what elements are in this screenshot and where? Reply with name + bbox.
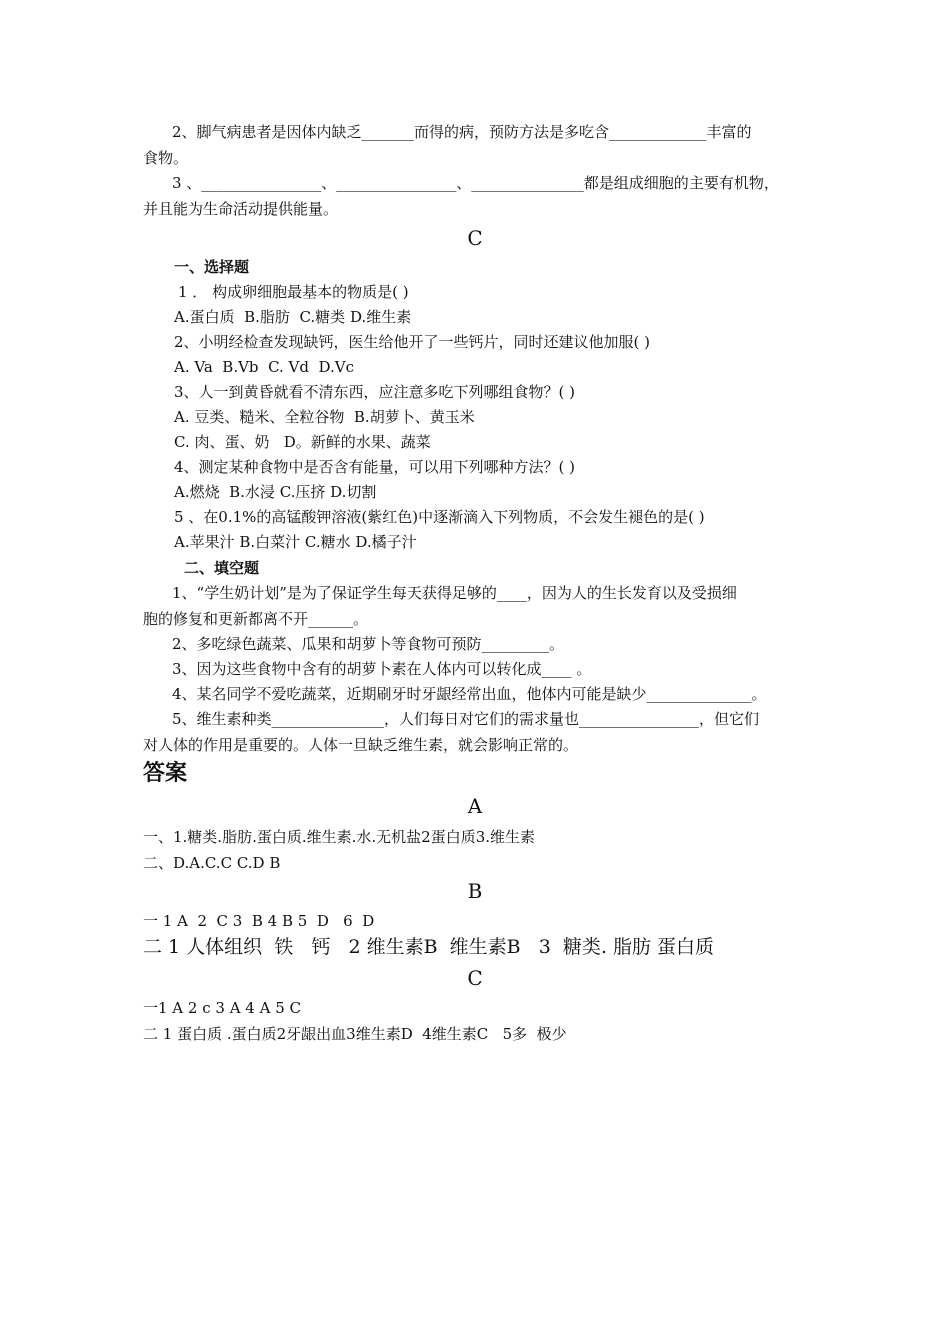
fill-line: 4、某名同学不爱吃蔬菜，近期刷牙时牙龈经常出血，他体内可能是缺少______________。 — [172, 685, 767, 703]
choice-line: A.苹果汁 B.白菜汁 C.糖水 D.橘子汁 — [174, 533, 417, 551]
answer-b-line-1: 一 1 A 2 C 3 B 4 B 5 D 6 D — [143, 912, 375, 930]
choice-line: A. 豆类、糙米、全粒谷物 B.胡萝卜、黄玉米 — [174, 408, 475, 426]
fill-line: 对人体的作用是重要的。人体一旦缺乏维生素，就会影响正常的。 — [143, 736, 579, 754]
answer-c-heading: C — [467, 966, 483, 990]
answers-title: 答案 — [143, 761, 188, 786]
fill-line: 胞的修复和更新都离不开______。 — [143, 610, 369, 628]
choice-line: 3、人一到黄昏就看不清东西，应注意多吃下列哪组食物？( ) — [174, 383, 576, 401]
choice-line: A. Va B.Vb C. Vd D.Vc — [174, 358, 355, 376]
section-c-heading: C — [467, 226, 483, 250]
answer-a-heading: A — [467, 794, 483, 818]
choice-section-title: 一、选择题 — [174, 258, 250, 276]
answer-a-line-2: 二、D.A.C.C C.D B — [143, 854, 281, 872]
answer-b-line-2: 二 1 人体组织 铁 钙 2 维生素B 维生素B 3 糖类. 脂肪 蛋白质 — [143, 936, 715, 958]
choice-line: A.蛋白质 B.脂肪 C.糖类 D.维生素 — [174, 308, 412, 326]
fill-line: 1、“学生奶计划”是为了保证学生每天获得足够的____，因为人的生长发育以及受损细 — [172, 584, 737, 602]
fill-line: 3、因为这些食物中含有的胡萝卜素在人体内可以转化成____ 。 — [172, 660, 592, 678]
choice-line: C. 肉、蛋、奶 D。新鲜的水果、蔬菜 — [174, 433, 431, 451]
choice-line: 5 、在0.1%的高锰酸钾溶液(紫红色)中逐渐滴入下列物质，不会发生褪色的是( ) — [174, 508, 705, 526]
fill-question-3: 3 、________________、________________、_______________都是组成细胞的主要有机物， — [172, 174, 779, 192]
answer-c-line-2: 二 1 蛋白质 .蛋白质2牙龈出血3维生素D 4维生素C 5多 极少 — [143, 1025, 567, 1043]
fill-question-2: 2、脚气病患者是因体内缺乏_______而得的病，预防方法是多吃含_____________丰富的 — [172, 123, 752, 141]
fill-line: 2、多吃绿色蔬菜、瓜果和胡萝卜等食物可预防_________。 — [172, 635, 565, 653]
fill-question-3-cont: 并且能为生命活动提供能量。 — [143, 200, 339, 218]
fill-question-2-cont: 食物。 — [143, 149, 189, 167]
fill-line: 5、维生素种类_______________，人们每日对它们的需求量也________________，但它们 — [172, 710, 760, 728]
choice-line: 2、小明经检查发现缺钙，医生给他开了一些钙片，同时还建议他加服( ) — [174, 333, 651, 351]
answer-b-heading: B — [467, 879, 483, 903]
fill-section-title: 二、填空题 — [184, 559, 260, 577]
choice-line: 4、测定某种食物中是否含有能量，可以用下列哪种方法？( ) — [174, 458, 576, 476]
choice-line: 1 ． 构成卵细胞最基本的物质是( ) — [178, 283, 409, 301]
answer-a-line-1: 一、1.糖类.脂肪.蛋白质.维生素.水.无机盐2蛋白质3.维生素 — [143, 828, 536, 846]
answer-c-line-1: 一1 A 2 c 3 A 4 A 5 C — [143, 999, 302, 1017]
choice-line: A.燃烧 B.水浸 C.压挤 D.切割 — [174, 483, 377, 501]
